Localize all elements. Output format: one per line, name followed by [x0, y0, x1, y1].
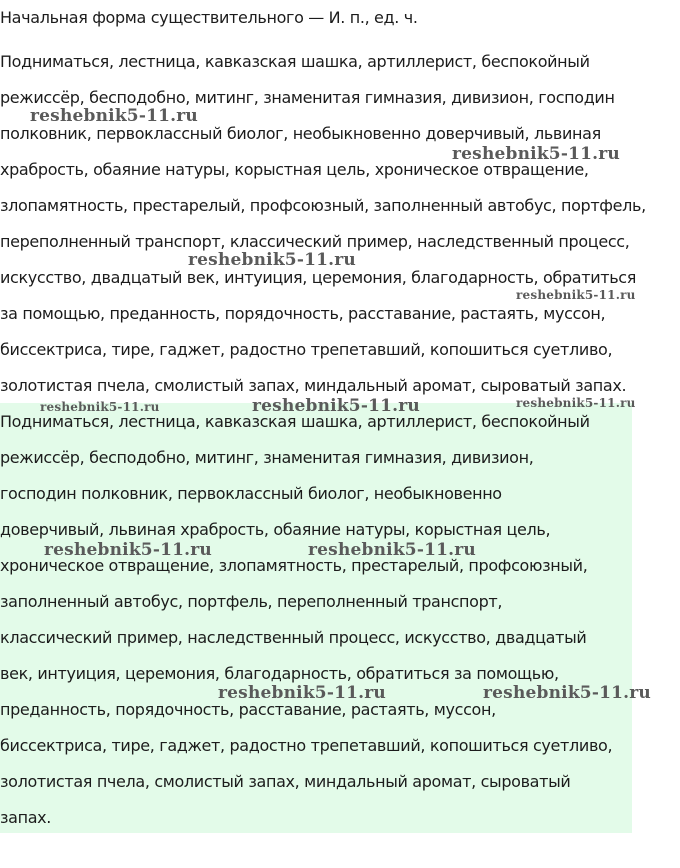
answer-line: преданность, порядочность, расставание, растаять, муссон, — [0, 700, 496, 719]
task-line: биссектриса, тире, гаджет, радостно трепетавший, копошиться суетливо, — [0, 340, 613, 359]
watermark: reshebnik5-11.ru — [516, 396, 636, 410]
answer-line: классический пример, наследственный процесс, искусство, двадцатый — [0, 628, 587, 647]
task-line: за помощью, преданность, порядочность, расставание, растаять, муссон, — [0, 304, 606, 323]
answer-line: доверчивый, львиная храбрость, обаяние натуры, корыстная цель, — [0, 520, 551, 539]
watermark: reshebnik5-11.ru — [40, 400, 160, 414]
watermark: reshebnik5-11.ru — [44, 540, 212, 560]
task-line: переполненный транспорт, классический пример, наследственный процесс, — [0, 232, 630, 251]
task-line: злопамятность, престарелый, профсоюзный, заполненный автобус, портфель, — [0, 196, 646, 215]
task-line: золотистая пчела, смолистый запах, миндальный аромат, сыроватый запах. — [0, 376, 627, 395]
answer-line: запах. — [0, 808, 52, 827]
answer-line: золотистая пчела, смолистый запах, миндальный аромат, сыроватый — [0, 772, 571, 791]
answer-line: Подниматься, лестница, кавказская шашка, артиллерист, беспокойный — [0, 412, 590, 431]
watermark: reshebnik5-11.ru — [483, 683, 651, 703]
task-line: полковник, первоклассный биолог, необыкновенно доверчивый, львиная — [0, 124, 601, 143]
answer-line: заполненный автобус, портфель, переполненный транспорт, — [0, 592, 503, 611]
watermark: reshebnik5-11.ru — [252, 396, 420, 416]
answer-line: господин полковник, первоклассный биолог, необыкновенно — [0, 484, 502, 503]
answer-line: век, интуиция, церемония, благодарность, обратиться за помощью, — [0, 664, 559, 683]
answer-line: режиссёр, бесподобно, митинг, знаменитая гимназия, дивизион, — [0, 448, 534, 467]
task-line: режиссёр, бесподобно, митинг, знаменитая гимназия, дивизион, господин — [0, 88, 615, 107]
watermark: reshebnik5-11.ru — [308, 540, 476, 560]
task-line: Подниматься, лестница, кавказская шашка, артиллерист, беспокойный — [0, 52, 590, 71]
task-line: храбрость, обаяние натуры, корыстная цель, хроническое отвращение, — [0, 160, 589, 179]
watermark: reshebnik5-11.ru — [188, 250, 356, 270]
page-heading: Начальная форма существительного — И. п., ед. ч. — [0, 8, 418, 27]
watermark: reshebnik5-11.ru — [516, 288, 636, 302]
task-line: искусство, двадцатый век, интуиция, церемония, благодарность, обратиться — [0, 268, 637, 287]
answer-line: хроническое отвращение, злопамятность, престарелый, профсоюзный, — [0, 556, 588, 575]
answer-line: биссектриса, тире, гаджет, радостно трепетавший, копошиться суетливо, — [0, 736, 613, 755]
watermark: reshebnik5-11.ru — [218, 683, 386, 703]
watermark: reshebnik5-11.ru — [452, 144, 620, 164]
watermark: reshebnik5-11.ru — [30, 106, 198, 126]
